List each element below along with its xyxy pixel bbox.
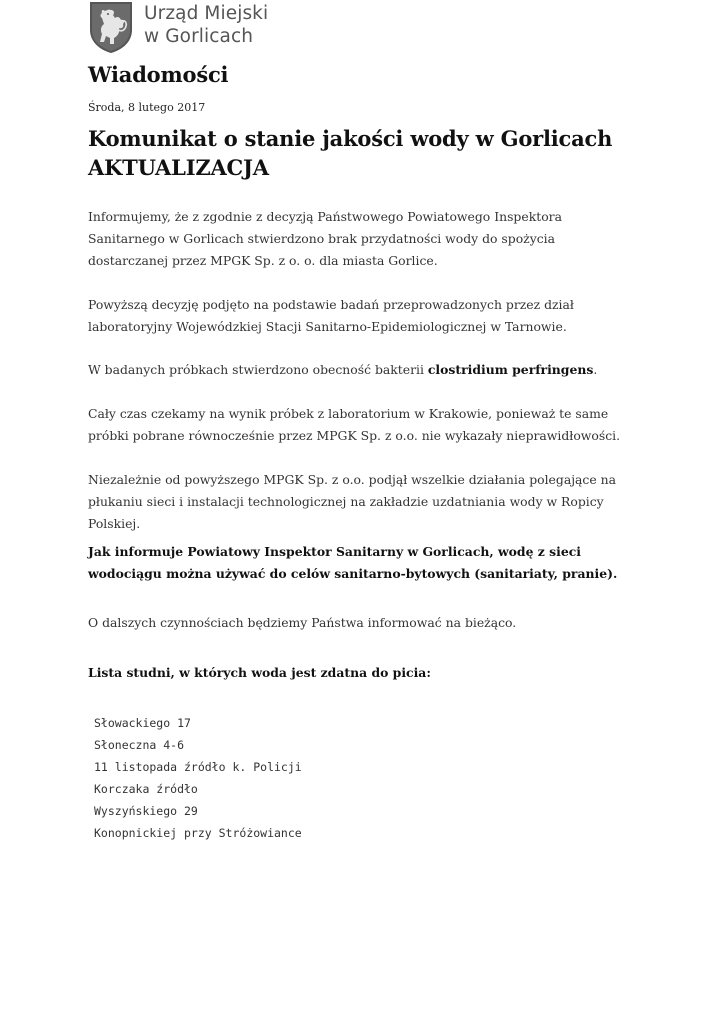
article-headline — [88, 124, 648, 182]
coat-of-arms-lion-icon[interactable] — [88, 0, 134, 54]
article-date: Środa, 8 lutego 2017 — [88, 101, 206, 114]
list-item: 11 listopada źródło k. Policji — [94, 760, 302, 774]
headline-line2: AKTUALIZACJA — [88, 155, 269, 180]
paragraph-bacteria — [88, 359, 638, 381]
list-item: Korczaka źródło — [94, 782, 198, 796]
paragraph-actions: Niezależnie od powyższego MPGK Sp. z o.o. podjął wszelkie działania polegające na płukaniu sieci i instalacji technologicznej na zakładzie uzdatniania wody w Ropicy Polskiej. — [88, 472, 617, 531]
wells-list — [94, 712, 302, 844]
paragraph-decision: Informujemy, że z zgodnie z decyzją Państwowego Powiatowego Inspektora Sanitarnego w Gorlicach stwierdzono brak przydatności wody do spożycia dostarczanej przez MPGK Sp. z o. o. dla miasta Gorlice. — [88, 209, 562, 268]
list-item: Słoneczna 4-6 — [94, 738, 185, 752]
bacteria-prefix: W badanych próbkach stwierdzono obecność bakterii — [88, 362, 428, 377]
headline-line1: Komunikat o stanie jakości wody w Gorlicach — [88, 126, 613, 151]
list-item: Słowackiego 17 — [94, 716, 191, 730]
site-name-line2: w Gorlicach — [144, 26, 254, 47]
list-item: Wyszyńskiego 29 — [94, 804, 198, 818]
site-name[interactable] — [144, 2, 268, 48]
wells-list-heading: Lista studni, w których woda jest zdatna do picia: — [88, 665, 431, 680]
paragraph-further-info: O dalszych czynnościach będziemy Państwa informować na bieżąco. — [88, 615, 517, 630]
paragraph-sanitary-use: Jak informuje Powiatowy Inspektor Sanitarny w Gorlicach, wodę z sieci wodociągu można używać do celów sanitarno-bytowych (sanitariaty, pranie). — [88, 544, 618, 581]
site-header — [88, 0, 268, 56]
site-name-line1: Urząd Miejski — [144, 3, 269, 24]
bacteria-suffix: . — [593, 362, 598, 377]
list-item: Konopnickiej przy Stróżowiance — [94, 826, 302, 840]
paragraph-basis: Powyższą decyzję podjęto na podstawie badań przeprowadzonych przez dział laboratoryjny Wojewódzkiej Stacji Sanitarno-Epidemiologicznej w Tarnowie. — [88, 297, 574, 334]
paragraph-krakow-results: Cały czas czekamy na wynik próbek z laboratorium w Krakowie, ponieważ te same próbki pobrane równocześnie przez MPGK Sp. z o.o. nie wykazały nieprawidłowości. — [88, 406, 621, 443]
bacteria-name: clostridium perfringens — [427, 362, 594, 377]
section-title: Wiadomości — [88, 62, 229, 87]
